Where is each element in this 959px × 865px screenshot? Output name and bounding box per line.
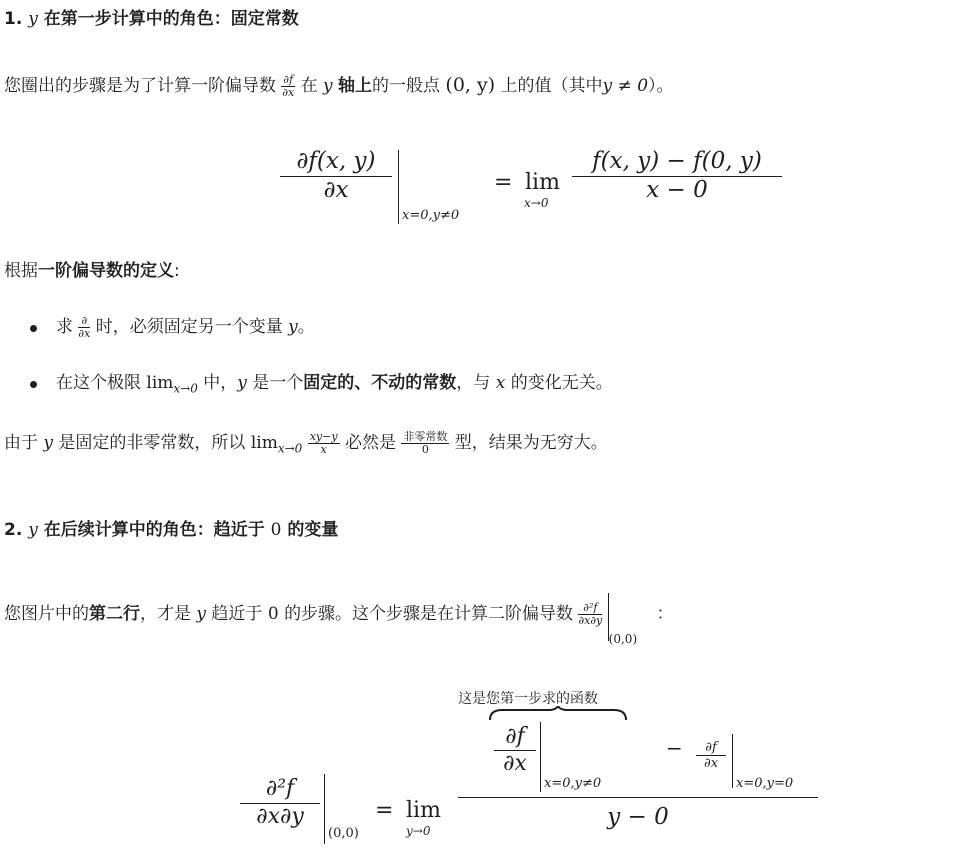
para2-text: 是固定的非零常数，所以 [58, 433, 246, 453]
fraction-d2f-dxdy [578, 602, 602, 627]
para1-text: 上的值（其中 [500, 76, 603, 96]
eq1-lhs-den: ∂x [323, 177, 349, 203]
bullet-text: ，与 [456, 373, 491, 393]
section-number: 2. [4, 520, 23, 540]
para1-text: ）。 [648, 76, 674, 96]
eq2-lhs [240, 776, 320, 829]
eq1-lhs-num: ∂f(x, y) [280, 148, 392, 177]
section-title: 在后续计算中的角色：趋近于 [43, 520, 265, 540]
var-y: y [43, 433, 54, 453]
frac-den: ∂x [282, 85, 295, 99]
var-y: y [196, 604, 207, 624]
bullet-dot [30, 325, 37, 332]
equation-2 [240, 688, 840, 858]
bullet-text: 在这个极限 [56, 373, 141, 393]
lim: lim [406, 798, 441, 823]
para3-text: ： [656, 604, 674, 624]
para3-text: 的步骤。这个步骤是在计算二阶偏导数 [284, 604, 574, 624]
condition: y ≠ 0 [602, 76, 649, 96]
frac-num: xy−y [309, 429, 338, 443]
bullet-item-1 [56, 314, 315, 340]
bullet-bold: 固定的、不动的常数 [303, 373, 457, 393]
equals-sign: = [375, 798, 394, 823]
para1-text: 您圈出的步骤是为了计算一阶偏导数 [4, 76, 276, 96]
frac-den: x [320, 442, 327, 456]
def-text: : [174, 261, 180, 281]
var-y: y [28, 520, 38, 540]
eq2-t2-den: ∂x [703, 756, 719, 771]
para3-text: 您图片中的 [4, 604, 89, 624]
eq2-t1-den: ∂x [503, 751, 527, 776]
para3-text: 趋近于 [211, 604, 263, 624]
frac-den: ∂x [78, 326, 91, 340]
para2-text: 必然是 [344, 433, 396, 453]
zero: 0 [270, 520, 282, 540]
fraction-nonzero-zero [401, 431, 449, 456]
eq1-lhs [280, 148, 392, 203]
eq2-lhs-num: ∂²f [240, 776, 320, 804]
lim-sub: x→0 [277, 441, 303, 456]
fraction-xy-y-x [308, 431, 340, 456]
var-y: y [288, 317, 298, 337]
paragraph-2 [4, 430, 608, 461]
bullet-text: 时，必须固定另一个变量 [95, 317, 283, 337]
point: (0, y) [445, 74, 496, 96]
bullet-text: 中， [203, 373, 238, 393]
eval-bar [398, 150, 399, 224]
section-2-heading [4, 517, 338, 543]
bullet-text: 的变化无关。 [510, 373, 613, 393]
equation-1 [280, 148, 800, 228]
frac-num: ∂²f [578, 602, 602, 615]
zero: 0 [267, 604, 279, 624]
frac-den: 0 [421, 442, 429, 456]
var-x: x [495, 373, 506, 393]
frac-num: ∂f [283, 72, 294, 86]
eval-sub: (0,0) [608, 632, 638, 646]
frac-num: ∂ [78, 315, 90, 328]
paragraph-3 [4, 593, 674, 652]
eq1-lhs-sub: x=0,y≠0 [402, 208, 460, 223]
lim: lim [250, 433, 278, 453]
definition-line [4, 258, 180, 284]
eval-bar [540, 722, 541, 792]
eval-bar [324, 774, 325, 844]
bullet-dot [30, 381, 37, 388]
lim-sub: x→0 [524, 196, 549, 210]
brace-label: 这是您第一步求的函数 [458, 691, 598, 707]
para3-text: ，才是 [140, 604, 191, 624]
lim: lim [525, 170, 560, 195]
main-fraction-bar [458, 797, 818, 798]
equals-sign: = [494, 170, 513, 195]
eq2-lhs-den: ∂x∂y [256, 804, 304, 829]
section-title: 在第一步计算中的角色：固定常数 [43, 9, 299, 29]
para3-bold: 第二行 [89, 604, 140, 624]
para1-text: 的一般点 [372, 76, 440, 96]
section-number: 1. [4, 9, 23, 29]
eq2-lhs-sub: (0,0) [328, 826, 359, 841]
para1-text: 在 [300, 76, 318, 96]
fraction-d-dx [78, 315, 90, 340]
eq1-rhs-num: f(x, y) − f(0, y) [572, 148, 782, 177]
var-y: y [28, 9, 38, 29]
para2-text: 型，结果为无穷大。 [454, 433, 608, 453]
var-y: y [322, 76, 333, 96]
bullet-text: 。 [297, 317, 315, 337]
fraction-df-dx [281, 74, 295, 99]
eq2-t1-num: ∂f [494, 724, 536, 751]
frac-num: 非零常数 [403, 429, 448, 443]
var-y: y [237, 373, 247, 393]
section-1-heading [4, 6, 299, 32]
eq2-t1-sub: x=0,y≠0 [544, 776, 602, 791]
bullet-item-2 [56, 370, 613, 401]
lim: lim [146, 373, 174, 393]
eq2-den: y − 0 [607, 804, 669, 830]
eq2-t2-sub: x=0,y=0 [736, 776, 794, 791]
eq2-term1 [494, 724, 536, 776]
eval-bar [732, 734, 733, 788]
para2-text: 由于 [4, 433, 38, 453]
bullet-text: 是一个 [252, 373, 304, 393]
frac-den: ∂x∂y [578, 613, 603, 627]
def-text: 根据 [4, 261, 38, 281]
def-bold: 一阶偏导数的定义 [38, 261, 174, 281]
bullet-text: 求 [56, 317, 73, 337]
lim-sub: y→0 [406, 824, 431, 838]
eq1-rhs [572, 148, 782, 203]
paragraph-1 [4, 72, 674, 99]
para1-bold: 轴上 [338, 76, 372, 96]
overbrace-icon [488, 706, 628, 722]
eq2-t2-num: ∂f [696, 740, 726, 756]
eq1-rhs-den: x − 0 [646, 177, 708, 203]
minus-sign: − [666, 736, 683, 760]
lim-sub: x→0 [173, 381, 198, 396]
section-title: 的变量 [287, 520, 339, 540]
eq2-term2 [696, 740, 726, 771]
